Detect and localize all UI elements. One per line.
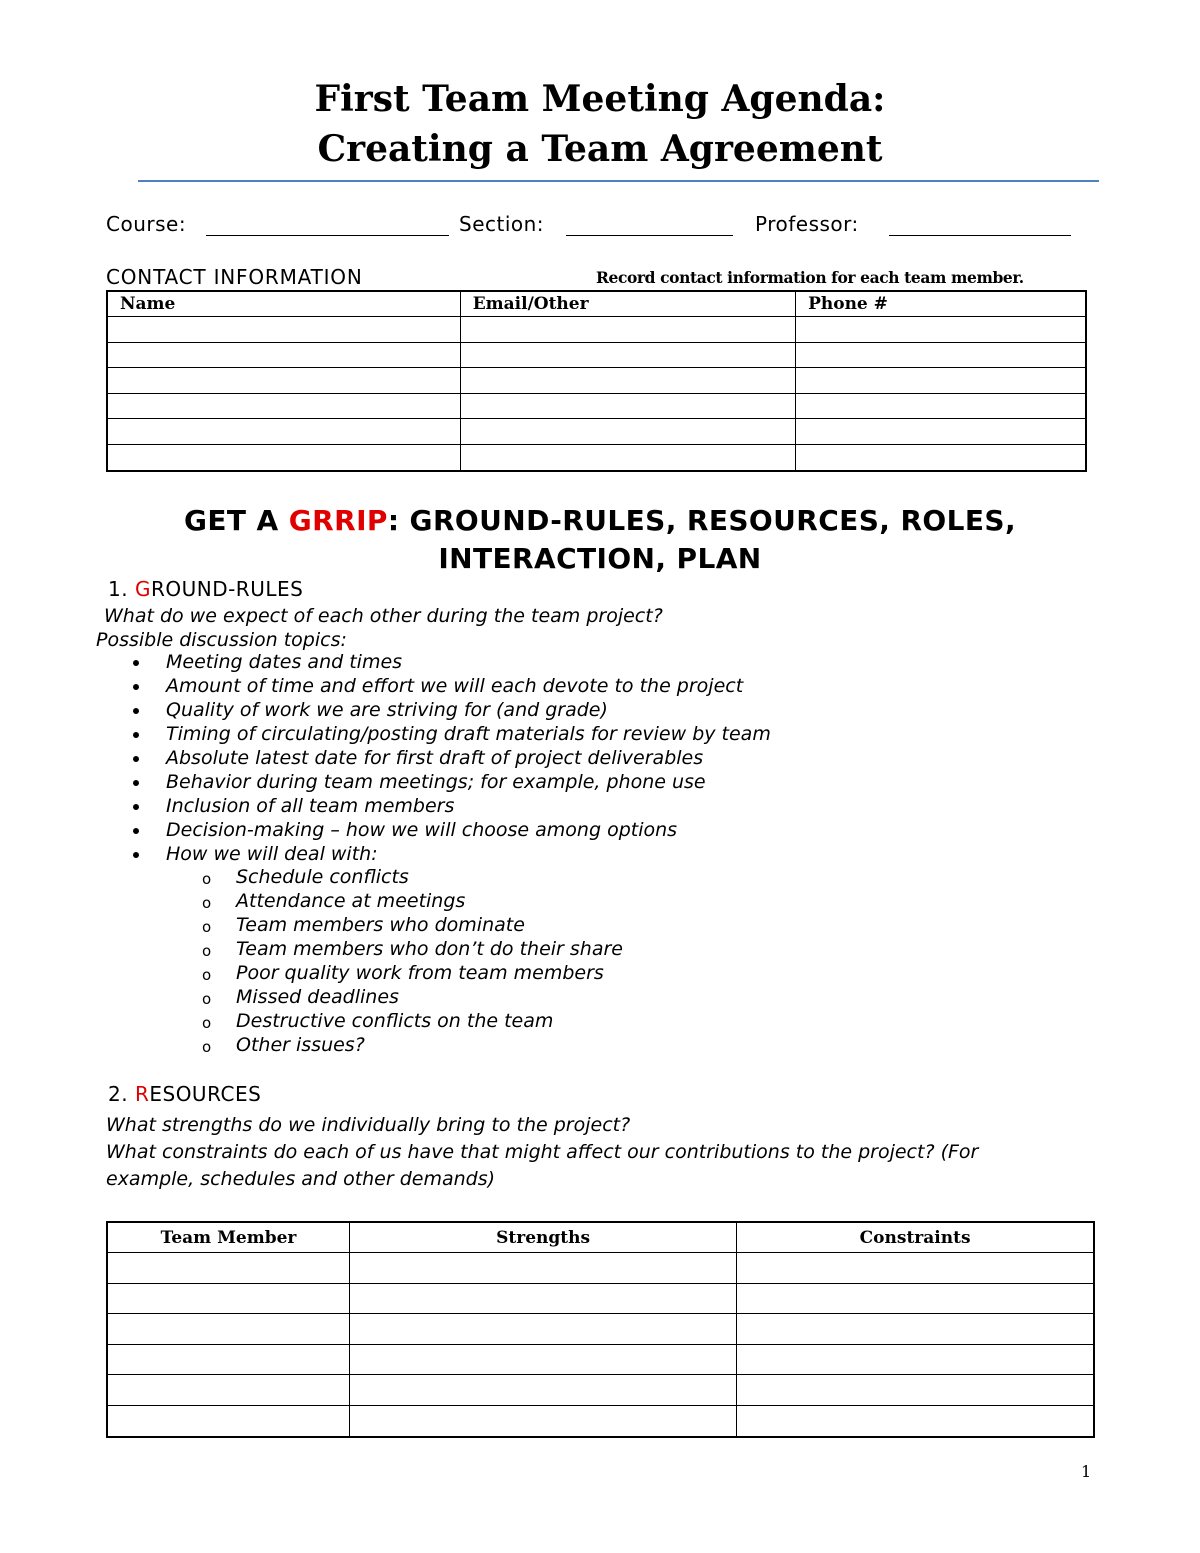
resources-table-row [107,1405,1094,1436]
bullet-icon [133,804,139,810]
resources-rest: ESOURCES [149,1082,262,1106]
table-cell[interactable] [460,393,795,419]
course-blank-line[interactable] [206,235,449,236]
document-title-line-1: First Team Meeting Agenda: [314,78,886,120]
contact-table-row [107,317,1086,343]
contact-table-row [107,342,1086,368]
sub-list-item: o Team members who dominate [200,913,623,937]
table-cell[interactable] [350,1283,737,1314]
table-cell[interactable] [107,444,460,470]
grrip-heading [0,502,1200,578]
list-item: Meeting dates and times [120,650,771,674]
table-cell[interactable] [737,1253,1094,1284]
table-cell[interactable] [107,1314,350,1345]
table-cell[interactable] [460,419,795,445]
sub-list-item: o Attendance at meetings [200,889,623,913]
bullet-icon [133,684,139,690]
table-cell[interactable] [107,1253,350,1284]
hollow-bullet-icon: o [202,966,212,984]
hollow-bullet-icon: o [202,942,212,960]
title-divider [138,180,1099,182]
contact-table-header [107,291,1086,317]
grrip-prefix: GET A [183,504,289,537]
table-cell[interactable] [350,1375,737,1406]
hollow-bullet-icon: o [202,990,212,1008]
page-number: 1 [1081,1462,1092,1481]
table-cell[interactable] [350,1314,737,1345]
resources-table-row [107,1344,1094,1375]
table-cell[interactable] [107,1405,350,1436]
hollow-bullet-icon: o [202,894,212,912]
bullet-icon [133,852,139,858]
table-cell[interactable] [460,444,795,470]
resources-initial: R [134,1082,150,1106]
table-cell[interactable] [460,342,795,368]
sub-list-item: o Schedule conflicts [200,865,623,889]
list-item: Quality of work we are striving for (and grade) [120,698,771,722]
table-cell[interactable] [796,342,1086,368]
resources-table-header [107,1222,1094,1253]
list-item: How we will deal with: [120,842,771,866]
contact-table [106,290,1087,472]
document-title-line-2: Creating a Team Agreement [317,128,883,170]
table-cell[interactable] [796,444,1086,470]
ground-rules-question: What do we expect of each other during the team project? [104,605,663,627]
column-header-strengths: Strengths [350,1222,737,1253]
table-cell[interactable] [107,1283,350,1314]
list-item: Absolute latest date for first draft of project deliverables [120,746,771,770]
table-cell[interactable] [460,317,795,343]
bullet-icon [133,708,139,714]
course-info-fields [0,212,1200,242]
sub-list-item: o Other issues? [200,1033,623,1057]
table-cell[interactable] [737,1405,1094,1436]
resources-table [106,1221,1095,1438]
grrip-line1-rest: : GROUND-RULES, RESOURCES, ROLES, [387,504,1016,537]
sub-list-item: o Destructive conflicts on the team [200,1009,623,1033]
contact-information-note: Record contact information for each team member. [596,268,1024,287]
sub-list-item: o Poor quality work from team members [200,961,623,985]
hollow-bullet-icon: o [202,1038,212,1056]
table-cell[interactable] [350,1405,737,1436]
table-cell[interactable] [460,368,795,394]
ground-rules-initial: G [134,577,151,601]
table-cell[interactable] [737,1314,1094,1345]
resources-table-row [107,1314,1094,1345]
professor-label: Professor: [755,212,859,236]
table-cell[interactable] [107,342,460,368]
professor-blank-line[interactable] [889,235,1071,236]
contact-information-heading: CONTACT INFORMATION [106,265,363,289]
column-header-name: Name [107,291,460,317]
list-item: Timing of circulating/posting draft materials for review by team [120,722,771,746]
resources-heading [108,1082,261,1106]
hollow-bullet-icon: o [202,870,212,888]
contact-table-row [107,444,1086,470]
sub-list-item: o Missed deadlines [200,985,623,1009]
table-cell[interactable] [107,368,460,394]
list-item: Inclusion of all team members [120,794,771,818]
ground-rules-heading [108,577,303,601]
table-cell[interactable] [350,1253,737,1284]
table-cell[interactable] [796,393,1086,419]
table-cell[interactable] [107,317,460,343]
section-label: Section: [459,212,545,236]
hollow-bullet-icon: o [202,1014,212,1032]
table-cell[interactable] [107,393,460,419]
resources-table-row [107,1253,1094,1284]
table-cell[interactable] [796,368,1086,394]
ground-rules-rest: ROUND-RULES [150,577,304,601]
deal-with-sub-list [200,865,623,1057]
bullet-icon [133,756,139,762]
grrip-acronym: GRRIP [288,504,388,537]
table-cell[interactable] [350,1344,737,1375]
bullet-icon [133,828,139,834]
table-cell[interactable] [737,1283,1094,1314]
column-header-phone: Phone # [796,291,1086,317]
contact-table-row [107,368,1086,394]
course-label: Course: [106,212,187,236]
resources-question-2-line-2: example, schedules and other demands) [106,1168,496,1190]
table-cell[interactable] [796,317,1086,343]
resources-question-2-line-1: What constraints do each of us have that might affect our contributions to the project? (For [106,1141,979,1163]
discussion-topics-intro: Possible discussion topics: [96,629,347,651]
table-cell[interactable] [796,419,1086,445]
list-item: Amount of time and effort we will each devote to the project [120,674,771,698]
bullet-icon [133,732,139,738]
bullet-icon [133,660,139,666]
list-item: Decision-making – how we will choose among options [120,818,771,842]
bullet-icon [133,780,139,786]
list-item: Behavior during team meetings; for example, phone use [120,770,771,794]
resources-table-row [107,1375,1094,1406]
ground-rules-number: 1. [108,577,129,601]
resources-number: 2. [108,1082,129,1106]
column-header-constraints: Constraints [737,1222,1094,1253]
section-blank-line[interactable] [566,235,733,236]
table-cell[interactable] [737,1344,1094,1375]
table-cell[interactable] [737,1375,1094,1406]
column-header-email: Email/Other [460,291,795,317]
contact-table-row [107,419,1086,445]
column-header-team-member: Team Member [107,1222,350,1253]
grrip-line-2: INTERACTION, PLAN [438,542,762,575]
table-cell[interactable] [107,1344,350,1375]
resources-table-row [107,1283,1094,1314]
sub-list-item: o Team members who don’t do their share [200,937,623,961]
table-cell[interactable] [107,419,460,445]
table-cell[interactable] [107,1375,350,1406]
contact-table-row [107,393,1086,419]
ground-rules-topic-list [120,650,771,866]
resources-question-1: What strengths do we individually bring to the project? [106,1114,631,1136]
hollow-bullet-icon: o [202,918,212,936]
